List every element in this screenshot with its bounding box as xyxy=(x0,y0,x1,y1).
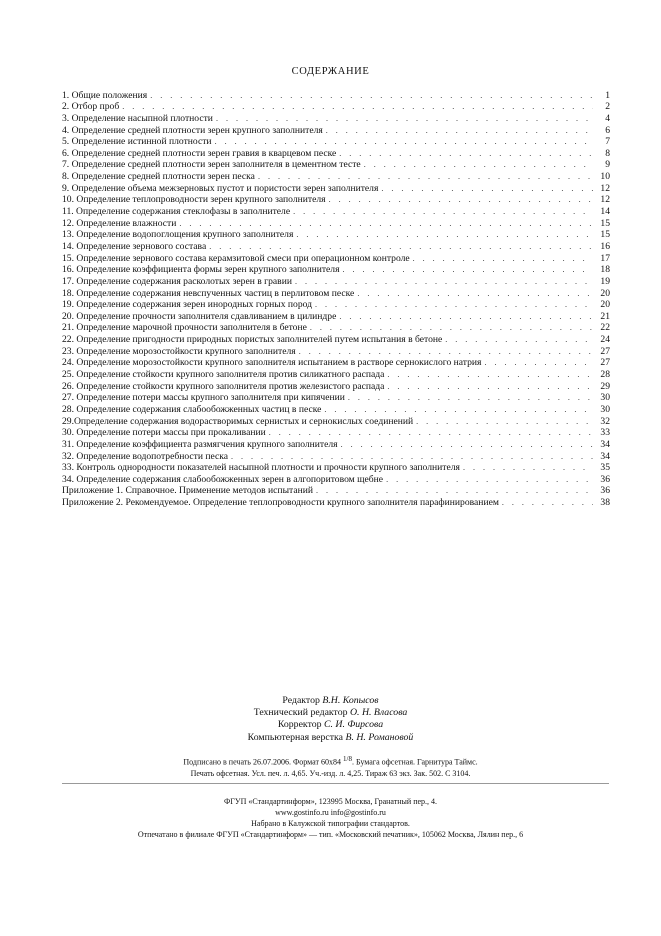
toc-entry xyxy=(62,112,610,124)
toc-entry xyxy=(62,415,610,427)
toc-entry-label: 2. Отбор проб xyxy=(62,101,120,113)
toc-entry-page: 36 xyxy=(600,473,610,485)
toc-entry xyxy=(62,485,610,497)
toc-entry-label: 17. Определение содержания расколотых зерен в гравии xyxy=(62,275,292,287)
toc-entry xyxy=(62,345,610,357)
credit-editor: Редактор В.Н. Копысов xyxy=(282,695,379,706)
toc-entry-label: 9. Определение объема межзерновых пустот и пористости зерен заполнителя xyxy=(62,182,379,194)
toc-leader-dots xyxy=(339,311,593,322)
toc-entry-page: 19 xyxy=(600,275,610,287)
toc-leader-dots xyxy=(296,229,593,240)
toc-entry-page: 8 xyxy=(605,147,610,159)
toc-leader-dots xyxy=(343,264,593,275)
toc-entry-label: 32. Определение водопотребности песка xyxy=(62,450,229,462)
toc-entry xyxy=(62,380,610,392)
toc-leader-dots xyxy=(387,369,593,380)
toc-entry xyxy=(62,170,610,182)
credit-corrector: Корректор С. И. Фирсова xyxy=(277,719,384,731)
toc-leader-dots xyxy=(463,462,593,473)
table-of-contents xyxy=(62,89,610,508)
toc-leader-dots xyxy=(231,451,593,462)
toc-leader-dots xyxy=(150,90,593,101)
toc-entry xyxy=(62,357,610,369)
toc-entry xyxy=(62,473,610,485)
toc-entry-label: 8. Определение средней плотности зерен песка xyxy=(62,171,255,183)
toc-entry-label: 26. Определение стойкости крупного заполнителя против железистого распада xyxy=(62,380,385,392)
toc-entry-label: 20. Определение прочности заполнителя сдавливанием в цилиндре xyxy=(62,310,337,322)
toc-entry-label: 12. Определение влажности xyxy=(62,217,177,229)
publishing-line-2: Печать офсетная. Усл. печ. л. 4,65. Уч.-изд. л. 4,25. Тираж 63 экз. Зак. 502. С 3104. xyxy=(190,769,471,779)
toc-leader-dots xyxy=(179,218,593,229)
toc-entry-page: 1 xyxy=(605,89,610,101)
toc-entry-page: 15 xyxy=(600,229,610,241)
toc-leader-dots xyxy=(364,159,593,170)
toc-entry-label: 23. Определение морозостойкости крупного заполнителя xyxy=(62,345,296,357)
toc-leader-dots xyxy=(122,101,593,112)
toc-entry-page: 30 xyxy=(600,392,610,404)
toc-leader-dots xyxy=(293,206,593,217)
toc-leader-dots xyxy=(484,357,593,368)
credit-tech-editor: Технический редактор О. Н. Власова xyxy=(253,707,408,719)
toc-entry xyxy=(62,275,610,287)
toc-leader-dots xyxy=(316,485,593,496)
toc-entry xyxy=(62,194,610,206)
toc-entry xyxy=(62,438,610,450)
toc-entry xyxy=(62,322,610,334)
credits-block xyxy=(0,695,661,744)
toc-entry-page: 38 xyxy=(600,497,610,509)
toc-entry xyxy=(62,403,610,415)
toc-leader-dots xyxy=(386,474,593,485)
page-title: СОДЕРЖАНИЕ xyxy=(291,66,370,77)
toc-entry-page: 33 xyxy=(600,427,610,439)
toc-entry-label: 7. Определение средней плотности зерен заполнителя в цементном тесте xyxy=(62,159,361,171)
toc-entry xyxy=(62,496,610,508)
toc-entry-page: 27 xyxy=(600,345,610,357)
toc-leader-dots xyxy=(329,194,593,205)
toc-entry xyxy=(62,229,610,241)
toc-entry-label: 11. Определение содержания стеклофазы в заполнителе xyxy=(62,206,291,218)
toc-entry-page: 12 xyxy=(600,194,610,206)
toc-entry-label: 24. Определение морозостойкости крупного заполнителя испытанием в растворе сернокислого натрия xyxy=(62,357,482,369)
imprint-line: ФГУП «Стандартинформ», 123995 Москва, Гранатный пер., 4. xyxy=(223,797,438,806)
toc-entry xyxy=(62,299,610,311)
toc-entry xyxy=(62,392,610,404)
toc-entry-label: 21. Определение марочной прочности заполнителя в бетоне xyxy=(62,322,307,334)
toc-leader-dots xyxy=(209,241,593,252)
toc-leader-dots xyxy=(502,497,593,508)
toc-entry-page: 4 xyxy=(605,112,610,124)
toc-entry-page: 28 xyxy=(600,369,610,381)
toc-entry-page: 18 xyxy=(600,264,610,276)
toc-entry-label: 31. Определение коэффициента размягчения крупного заполнителя xyxy=(62,438,338,450)
toc-entry xyxy=(62,240,610,252)
toc-entry xyxy=(62,217,610,229)
toc-entry-page: 29 xyxy=(600,380,610,392)
toc-entry-page: 20 xyxy=(600,299,610,311)
toc-entry-label: 5. Определение истинной плотности xyxy=(62,136,212,148)
toc-leader-dots xyxy=(381,183,593,194)
toc-entry-label: 15. Определение зернового состава керамзитовой смеси при операционном контроле xyxy=(62,252,410,264)
toc-entry-page: 16 xyxy=(600,240,610,252)
imprint-line: Набрано в Калужской типографии стандартов. xyxy=(251,819,410,828)
toc-entry-page: 22 xyxy=(600,322,610,334)
toc-entry-label: 1. Общие положения xyxy=(62,89,148,101)
toc-entry xyxy=(62,450,610,462)
toc-entry-page: 32 xyxy=(600,415,610,427)
toc-entry xyxy=(62,101,610,113)
toc-entry xyxy=(62,252,610,264)
divider xyxy=(62,783,609,784)
toc-entry-label: Приложение 1. Справочное. Применение методов испытаний xyxy=(62,485,313,497)
toc-leader-dots xyxy=(216,113,593,124)
toc-leader-dots xyxy=(295,276,593,287)
toc-entry-page: 36 xyxy=(600,485,610,497)
toc-entry-label: 22. Определение пригодности природных пористых заполнителей путем испытания в бетоне xyxy=(62,334,443,346)
toc-entry-page: 34 xyxy=(600,438,610,450)
toc-entry xyxy=(62,462,610,474)
toc-leader-dots xyxy=(357,288,593,299)
toc-leader-dots xyxy=(339,148,593,159)
toc-entry-page: 17 xyxy=(600,252,610,264)
publishing-line-1: Подписано в печать 26.07.2006. Формат 60x84 $^{1/8}$. Бумага офсетная. Гарнитура Таймс. xyxy=(183,755,478,767)
toc-entry xyxy=(62,159,610,171)
toc-entry-label: 25. Определение стойкости крупного заполнителя против силикатного распада xyxy=(62,369,385,381)
toc-entry-page: 20 xyxy=(600,287,610,299)
toc-leader-dots xyxy=(215,136,593,147)
imprint xyxy=(0,796,661,840)
toc-leader-dots xyxy=(324,404,593,415)
toc-entry-page: 15 xyxy=(600,217,610,229)
toc-entry-label: 33. Контроль однородности показателей насыпной плотности и прочности крупного заполнителя xyxy=(62,462,460,474)
toc-entry xyxy=(62,147,610,159)
toc-entry-page: 35 xyxy=(600,462,610,474)
toc-leader-dots xyxy=(310,322,593,333)
toc-entry-page: 2 xyxy=(605,101,610,113)
toc-entry-page: 34 xyxy=(600,450,610,462)
toc-entry-page: 14 xyxy=(600,206,610,218)
toc-entry-page: 10 xyxy=(600,171,610,183)
toc-entry-label: 30. Определение потери массы при прокаливании xyxy=(62,427,266,439)
toc-entry xyxy=(62,264,610,276)
toc-entry-page: 30 xyxy=(600,403,610,415)
toc-leader-dots xyxy=(269,427,593,438)
toc-leader-dots xyxy=(315,299,593,310)
toc-leader-dots xyxy=(445,334,593,345)
toc-entry-label: Приложение 2. Рекомендуемое. Определение теплопроводности крупного заполнителя парафинированием xyxy=(62,497,499,509)
toc-entry-page: 6 xyxy=(605,124,610,136)
toc-entry xyxy=(62,427,610,439)
toc-entry xyxy=(62,310,610,322)
toc-leader-dots xyxy=(348,392,593,403)
toc-entry-label: 28. Определение содержания слабообожженных частиц в песке xyxy=(62,403,322,415)
toc-leader-dots xyxy=(326,125,593,136)
toc-entry-page: 9 xyxy=(605,159,610,171)
publishing-details xyxy=(0,754,661,780)
toc-entry xyxy=(62,124,610,136)
credit-layout: Компьютерная верстка В. Н. Романовой xyxy=(247,731,414,743)
toc-entry-label: 29.Определение содержания водорастворимых сернистых и сернокислых соединений xyxy=(62,415,414,427)
toc-entry-page: 21 xyxy=(600,310,610,322)
toc-entry xyxy=(62,182,610,194)
toc-entry xyxy=(62,368,610,380)
toc-entry xyxy=(62,333,610,345)
toc-entry-label: 19. Определение содержания зерен инородных горных пород xyxy=(62,299,313,311)
toc-entry xyxy=(62,89,610,101)
toc-leader-dots xyxy=(413,253,593,264)
toc-entry-label: 4. Определение средней плотности зерен крупного заполнителя xyxy=(62,124,323,136)
toc-entry-page: 12 xyxy=(600,182,610,194)
imprint-line: Отпечатано в филиале ФГУП «Стандартинформ» — тип. «Московский печатник», 105062 Москва, Лялин пер., 6 xyxy=(137,830,524,839)
toc-entry-page: 7 xyxy=(605,136,610,148)
toc-entry-page: 27 xyxy=(600,357,610,369)
toc-entry-label: 14. Определение зернового состава xyxy=(62,240,207,252)
toc-entry-label: 6. Определение средней плотности зерен гравия в кварцевом песке xyxy=(62,147,337,159)
toc-entry-label: 10. Определение теплопроводности зерен крупного заполнителя xyxy=(62,194,326,206)
toc-leader-dots xyxy=(299,346,593,357)
toc-entry-label: 27. Определение потери массы крупного заполнителя при кипячении xyxy=(62,392,345,404)
toc-entry-label: 13. Определение водопоглощения крупного заполнителя xyxy=(62,229,294,241)
toc-entry xyxy=(62,136,610,148)
toc-entry-label: 34. Определение содержания слабообожженных зерен в алгопоритовом щебне xyxy=(62,473,384,485)
toc-entry-label: 3. Определение насыпной плотности xyxy=(62,112,213,124)
toc-leader-dots xyxy=(416,416,593,427)
toc-entry-label: 18. Определение содержания невспученных частиц в перлитовом песке xyxy=(62,287,355,299)
toc-entry xyxy=(62,287,610,299)
toc-leader-dots xyxy=(258,171,593,182)
imprint-line: www.gostinfo.ru info@gostinfo.ru xyxy=(275,808,386,817)
toc-leader-dots xyxy=(387,381,593,392)
toc-entry xyxy=(62,205,610,217)
toc-entry-page: 24 xyxy=(600,334,610,346)
toc-entry-label: 16. Определение коэффициента формы зерен крупного заполнителя xyxy=(62,264,340,276)
toc-leader-dots xyxy=(341,439,593,450)
